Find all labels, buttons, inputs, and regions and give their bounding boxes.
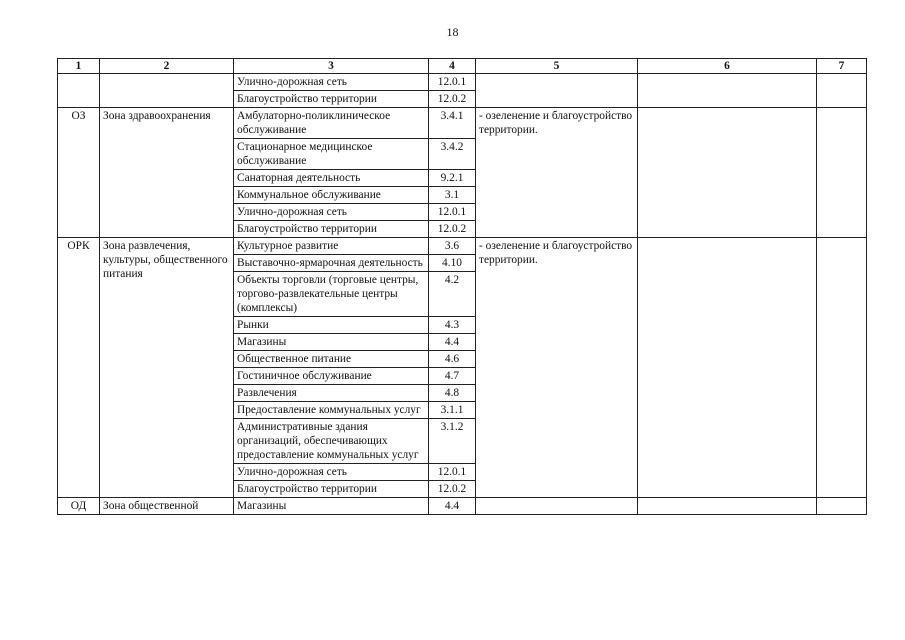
use-code-cell: 3.1.1 (429, 402, 476, 419)
use-name-cell: Коммунальное обслуживание (234, 187, 429, 204)
table-row (58, 74, 867, 91)
use-code-cell: 4.8 (429, 385, 476, 402)
note-cell (476, 74, 638, 108)
use-code-cell: 12.0.1 (429, 74, 476, 91)
header-col-7: 7 (817, 59, 867, 74)
use-name-cell: Улично-дорожная сеть (234, 464, 429, 481)
use-name-cell: Благоустройство территории (234, 221, 429, 238)
zone-code-cell: ОД (58, 498, 100, 515)
use-code-cell: 9.2.1 (429, 170, 476, 187)
use-name-cell: Общественное питание (234, 351, 429, 368)
header-col-2: 2 (100, 59, 234, 74)
use-name-cell: Развлечения (234, 385, 429, 402)
zone-name-cell: Зона развлечения, культуры, общественного питания (100, 238, 234, 498)
note-cell (476, 498, 638, 515)
col6-cell (638, 238, 817, 498)
use-code-cell: 4.10 (429, 255, 476, 272)
use-name-cell: Улично-дорожная сеть (234, 74, 429, 91)
use-code-cell: 4.4 (429, 498, 476, 515)
use-code-cell: 12.0.1 (429, 204, 476, 221)
note-cell: - озеленение и благоустройство территории. (476, 238, 638, 498)
use-name-cell: Объекты торговли (торговые центры, торгово-развлекательные центры (комплексы) (234, 272, 429, 317)
table-row (58, 498, 867, 515)
use-code-cell: 12.0.1 (429, 464, 476, 481)
use-code-cell: 3.6 (429, 238, 476, 255)
col7-cell (817, 238, 867, 498)
use-code-cell: 12.0.2 (429, 481, 476, 498)
zone-name-cell (100, 74, 234, 108)
use-name-cell: Улично-дорожная сеть (234, 204, 429, 221)
use-code-cell: 12.0.2 (429, 221, 476, 238)
header-row (58, 59, 867, 74)
use-code-cell: 3.4.1 (429, 108, 476, 139)
use-code-cell: 4.7 (429, 368, 476, 385)
use-name-cell: Гостиничное обслуживание (234, 368, 429, 385)
use-code-cell: 12.0.2 (429, 91, 476, 108)
zone-code-cell: ОЗ (58, 108, 100, 238)
col6-cell (638, 74, 817, 108)
use-name-cell: Санаторная деятельность (234, 170, 429, 187)
table-row (58, 238, 867, 255)
use-name-cell: Магазины (234, 498, 429, 515)
col7-cell (817, 108, 867, 238)
use-name-cell: Амбулаторно-поликлиническое обслуживание (234, 108, 429, 139)
use-code-cell: 3.4.2 (429, 139, 476, 170)
use-code-cell: 3.1 (429, 187, 476, 204)
zone-name-cell: Зона здравоохранения (100, 108, 234, 238)
use-name-cell: Предоставление коммунальных услуг (234, 402, 429, 419)
col6-cell (638, 108, 817, 238)
zone-code-cell (58, 74, 100, 108)
table-row (58, 108, 867, 139)
use-code-cell: 4.3 (429, 317, 476, 334)
col6-cell (638, 498, 817, 515)
note-cell: - озеленение и благоустройство территории. (476, 108, 638, 238)
use-name-cell: Выставочно-ярмарочная деятельность (234, 255, 429, 272)
header-col-6: 6 (638, 59, 817, 74)
use-name-cell: Рынки (234, 317, 429, 334)
header-col-4: 4 (429, 59, 476, 74)
use-name-cell: Культурное развитие (234, 238, 429, 255)
page-number: 18 (446, 25, 459, 39)
use-name-cell: Магазины (234, 334, 429, 351)
use-code-cell: 3.1.2 (429, 419, 476, 464)
use-code-cell: 4.4 (429, 334, 476, 351)
use-name-cell: Благоустройство территории (234, 91, 429, 108)
header-col-3: 3 (234, 59, 429, 74)
zone-code-cell: ОРК (58, 238, 100, 498)
use-name-cell: Благоустройство территории (234, 481, 429, 498)
use-code-cell: 4.2 (429, 272, 476, 317)
col7-cell (817, 74, 867, 108)
zone-name-cell: Зона общественной (100, 498, 234, 515)
col7-cell (817, 498, 867, 515)
use-code-cell: 4.6 (429, 351, 476, 368)
header-col-1: 1 (58, 59, 100, 74)
zones-table (57, 58, 867, 515)
use-name-cell: Административные здания организаций, обеспечивающих предоставление коммунальных услуг (234, 419, 429, 464)
header-col-5: 5 (476, 59, 638, 74)
use-name-cell: Стационарное медицинское обслуживание (234, 139, 429, 170)
